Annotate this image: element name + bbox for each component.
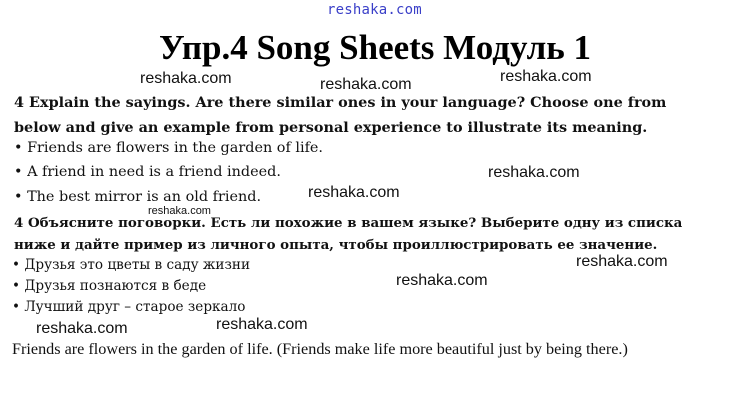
watermark: reshaka.com [148,205,211,217]
task-instruction-line: 4 Explain the sayings. Are there similar ones in your language? Choose one from [14,94,667,111]
watermark: reshaka.com [140,70,232,87]
watermark: reshaka.com [396,272,488,289]
watermark: reshaka.com [320,76,412,93]
page-title: Упр.4 Song Sheets Модуль 1 [159,28,591,67]
watermark: reshaka.com [308,184,400,201]
answer-text: Friends are flowers in the garden of life. (Friends make life more beautiful just by being there.) [12,340,628,358]
task-instruction-en [14,90,666,140]
watermark: reshaka.com [576,253,668,270]
task-instruction-line: 4 Объясните поговорки. Есть ли похожие в вашем языке? Выберите одну из списка [14,215,683,231]
task-instruction-line: below and give an example from personal experience to illustrate its meaning. [14,119,648,136]
watermark: reshaka.com [488,164,580,181]
saying-ru: • Друзья это цветы в саду жизни [12,257,251,273]
task-instruction-line: ниже и дайте пример из личного опыта, чтобы проиллюстрировать ее значение. [14,237,658,253]
saying-ru: • Друзья познаются в беде [12,278,207,294]
saying-en: • The best mirror is an old friend. [14,189,262,205]
task-instruction-ru [14,212,682,256]
site-link-top[interactable]: reshaka.com [327,2,422,18]
saying-en: • A friend in need is a friend indeed. [14,164,281,180]
watermark: reshaka.com [36,320,128,337]
saying-en: • Friends are flowers in the garden of life. [14,140,323,156]
saying-ru: • Лучший друг – старое зеркало [12,299,246,315]
watermark: reshaka.com [216,316,308,333]
watermark: reshaka.com [500,68,592,85]
